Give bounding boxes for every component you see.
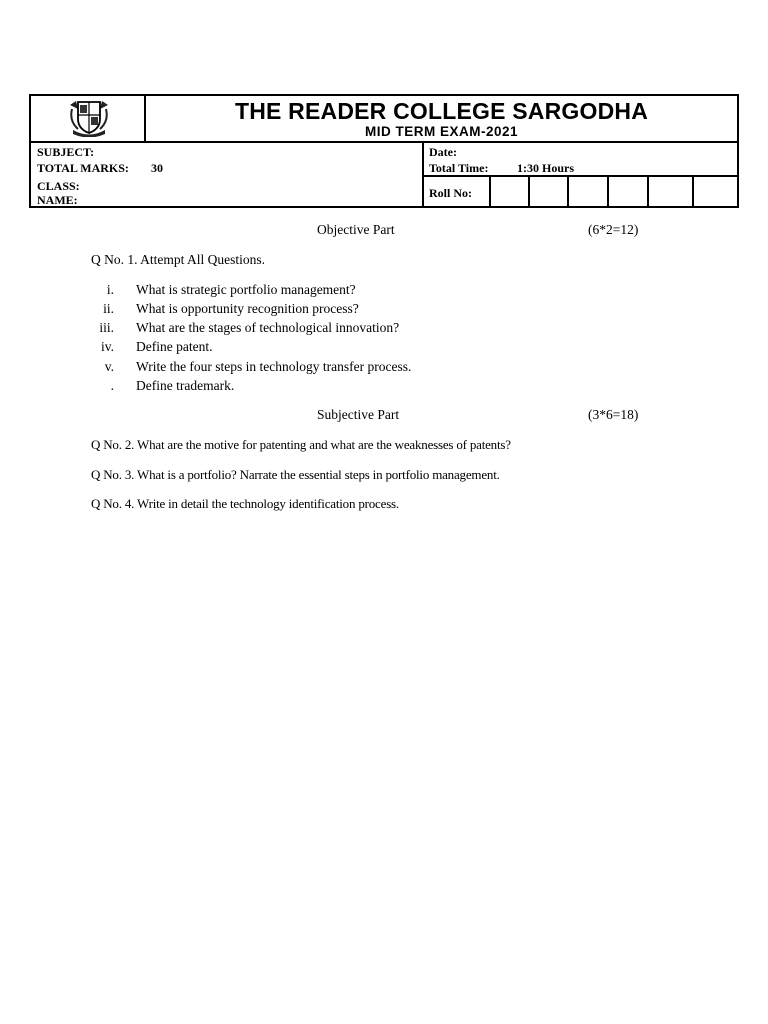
subjective-marks: (3*6=18) xyxy=(588,407,639,422)
question-text: What are the motive for patenting and what are the weaknesses of patents? xyxy=(137,437,511,452)
list-item xyxy=(80,282,680,298)
item-number: iii. xyxy=(99,320,114,335)
date-label: Date: xyxy=(429,145,457,159)
question-4 xyxy=(91,496,399,512)
item-text: What is strategic portfolio management? xyxy=(136,282,356,297)
college-crest-icon xyxy=(66,99,112,137)
roll-no-label: Roll No: xyxy=(429,186,472,200)
class-label: CLASS: xyxy=(37,179,80,193)
exam-header-table xyxy=(29,94,739,208)
question-instruction: Attempt All Questions. xyxy=(140,252,266,267)
subject-label: SUBJECT: xyxy=(37,145,95,159)
question-3 xyxy=(91,467,500,483)
list-item xyxy=(80,301,680,317)
item-number: i. xyxy=(106,282,114,297)
item-text: What is opportunity recognition process? xyxy=(136,301,359,316)
item-number: v. xyxy=(104,359,114,374)
item-text: Define trademark. xyxy=(136,378,235,393)
question-2 xyxy=(91,437,511,453)
roll-no-box xyxy=(489,177,491,208)
item-text: Define patent. xyxy=(136,339,213,354)
list-item xyxy=(80,320,680,336)
objective-marks: (6*2=12) xyxy=(588,222,639,237)
name-label: NAME: xyxy=(37,193,78,207)
total-time-value: 1:30 Hours xyxy=(517,161,574,175)
total-marks-value: 30 xyxy=(151,161,163,175)
item-number: . xyxy=(110,378,114,393)
question-1 xyxy=(91,252,265,268)
roll-row-divider xyxy=(422,175,737,177)
header-divider xyxy=(31,141,737,143)
question-label: Q No. 4. xyxy=(91,496,135,511)
list-item xyxy=(80,359,680,375)
roll-no-box xyxy=(607,177,609,208)
list-item xyxy=(80,378,680,394)
total-time-label: Total Time: xyxy=(429,161,489,175)
roll-no-box xyxy=(692,177,694,208)
subjective-heading: Subjective Part xyxy=(317,407,400,422)
item-number: ii. xyxy=(103,301,114,316)
total-marks-label: TOTAL MARKS: xyxy=(37,161,129,175)
question-text: What is a portfolio? Narrate the essential steps in portfolio management. xyxy=(137,467,500,482)
objective-heading: Objective Part xyxy=(317,222,395,237)
exam-title: MID TERM EXAM-2021 xyxy=(364,124,519,139)
question-label: Q No. 2. xyxy=(91,437,135,452)
question-text: Write in detail the technology identification process. xyxy=(137,496,399,511)
list-item xyxy=(80,339,680,355)
logo-cell xyxy=(31,96,146,141)
roll-no-box xyxy=(647,177,649,208)
title-cell xyxy=(146,96,737,141)
roll-no-box xyxy=(528,177,530,208)
question-label: Q No. 1. xyxy=(91,252,138,267)
item-text: Write the four steps in technology transfer process. xyxy=(136,359,412,374)
roll-no-box xyxy=(567,177,569,208)
question-label: Q No. 3. xyxy=(91,467,135,482)
item-number: iv. xyxy=(101,339,114,354)
header-column-divider xyxy=(422,141,424,206)
college-name: THE READER COLLEGE SARGODHA xyxy=(234,98,649,124)
item-text: What are the stages of technological innovation? xyxy=(136,320,400,335)
